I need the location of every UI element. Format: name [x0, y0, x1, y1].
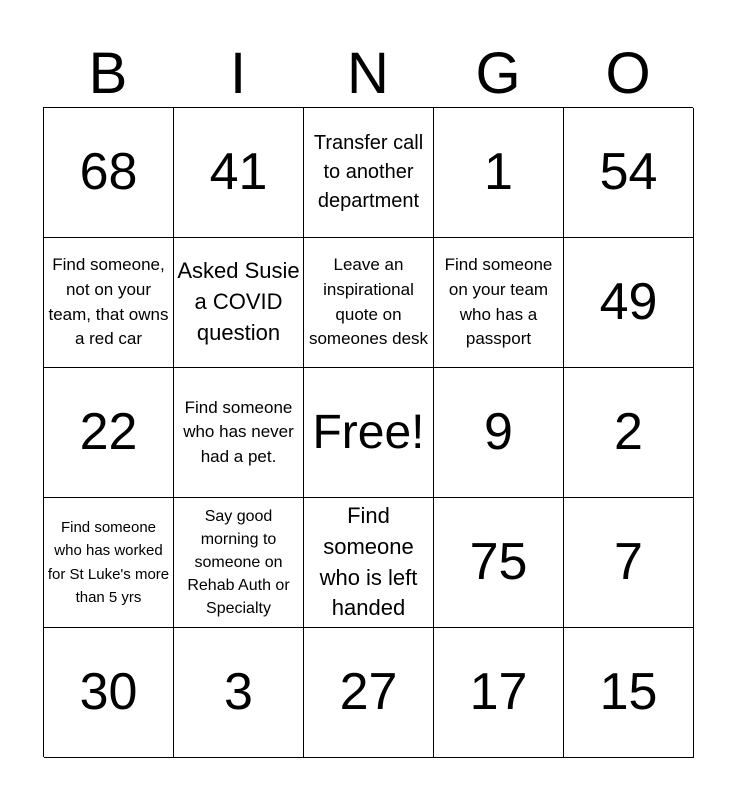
bingo-cell-r2-c5[interactable]: 49: [564, 238, 694, 368]
bingo-cell-r2-c4[interactable]: Find someone on your team who has a passport: [434, 238, 564, 368]
bingo-cell-r2-c3[interactable]: Leave an inspirational quote on someones desk: [304, 238, 434, 368]
bingo-cell-r1-c4[interactable]: 1: [434, 108, 564, 238]
bingo-cell-r5-c4[interactable]: 17: [434, 628, 564, 758]
bingo-cell-r1-c2[interactable]: 41: [174, 108, 304, 238]
bingo-cell-r5-c5[interactable]: 15: [564, 628, 694, 758]
bingo-cell-r4-c5[interactable]: 7: [564, 498, 694, 628]
bingo-cell-r3-c4[interactable]: 9: [434, 368, 564, 498]
bingo-cell-r1-c1[interactable]: 68: [44, 108, 174, 238]
bingo-cell-r3-c5[interactable]: 2: [564, 368, 694, 498]
bingo-cell-r4-c1[interactable]: Find someone who has worked for St Luke's more than 5 yrs: [44, 498, 174, 628]
header-letter-b: B: [88, 41, 128, 106]
bingo-cell-r5-c3[interactable]: 27: [304, 628, 434, 758]
header-letter-g: G: [475, 41, 521, 106]
bingo-cell-r2-c1[interactable]: Find someone, not on your team, that owns a red car: [44, 238, 174, 368]
bingo-cell-r3-c2[interactable]: Find someone who has never had a pet.: [174, 368, 304, 498]
bingo-cell-r4-c4[interactable]: 75: [434, 498, 564, 628]
bingo-free-space[interactable]: Free!: [304, 368, 434, 498]
bingo-cell-r1-c5[interactable]: 54: [564, 108, 694, 238]
bingo-header: [43, 40, 693, 108]
bingo-cell-r2-c2[interactable]: Asked Susie a COVID question: [174, 238, 304, 368]
header-letter-n: N: [347, 41, 389, 106]
header-letter-i: I: [229, 41, 247, 106]
bingo-cell-r4-c2[interactable]: Say good morning to someone on Rehab Auth or Specialty: [174, 498, 304, 628]
bingo-cell-r5-c2[interactable]: 3: [174, 628, 304, 758]
bingo-board: [43, 107, 693, 757]
bingo-cell-r3-c1[interactable]: 22: [44, 368, 174, 498]
header-letter-o: O: [605, 41, 651, 106]
bingo-cell-r4-c3[interactable]: Find someone who is left handed: [304, 498, 434, 628]
bingo-cell-r5-c1[interactable]: 30: [44, 628, 174, 758]
bingo-cell-r1-c3[interactable]: Transfer call to another department: [304, 108, 434, 238]
